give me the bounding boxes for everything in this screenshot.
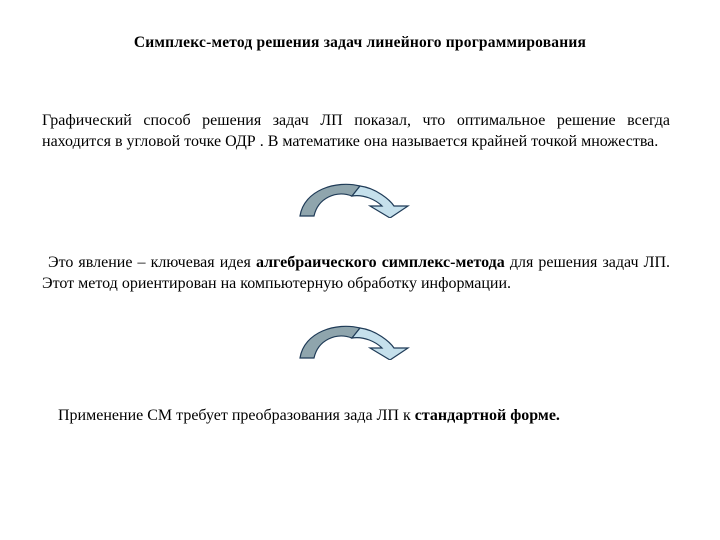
page-title: Симплекс-метод решения задач линейного программирования — [133, 34, 587, 51]
paragraph2-bold: алгебраического симплекс-метода — [255, 254, 505, 271]
paragraph2-prefix: Это явление – ключевая идея — [48, 254, 256, 271]
paragraph3-prefix: Применение СМ требует преобразования зада ЛП к — [58, 407, 415, 424]
paragraph-key-idea — [42, 252, 670, 294]
arrow-right-part — [352, 186, 408, 218]
arrow-right-part — [352, 328, 408, 360]
curved-arrow-right-icon — [296, 178, 412, 218]
paragraph-graphical-method: Графический способ решения задач ЛП показал, что оптимальное решение всегда находится в угловой точке ОДР . В математике она называется крайней точкой множества. — [42, 112, 670, 150]
arrow-left-part — [300, 184, 360, 216]
arrow-left-part — [300, 326, 360, 358]
paragraph2-suffix: для решения задач ЛП. Этот метод ориентирован на компьютерную обработку информации. — [42, 254, 671, 292]
curved-arrow-right-icon — [296, 320, 412, 360]
paragraph3-bold: стандартной форме. — [414, 407, 560, 424]
paragraph-standard-form — [58, 405, 678, 426]
